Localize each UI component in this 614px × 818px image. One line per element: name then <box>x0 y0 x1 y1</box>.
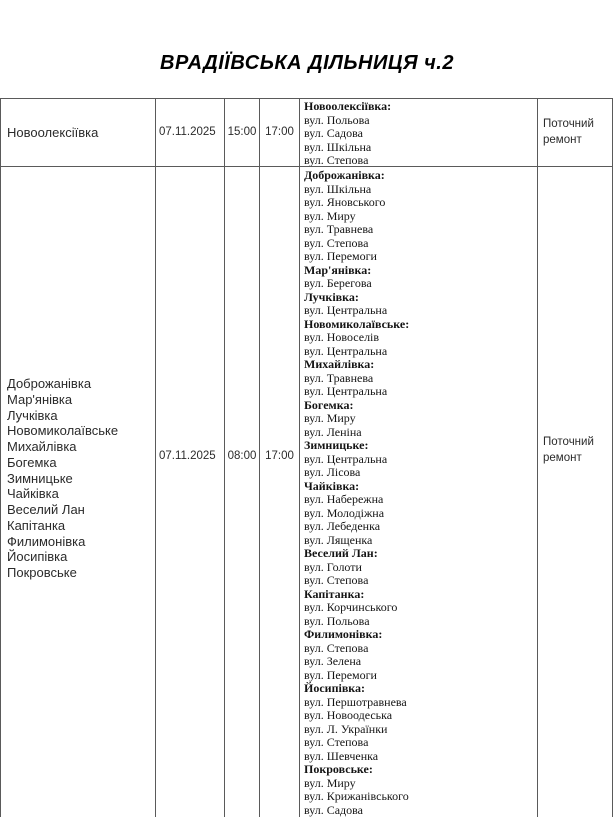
streets-cell <box>300 167 538 817</box>
settlement-name: Капітанка <box>7 517 66 533</box>
settlement-name: Лучківка <box>7 407 58 423</box>
settlements-cell <box>1 99 156 166</box>
settlements-cell <box>1 167 156 817</box>
street-name: вул. Травнева <box>304 222 374 236</box>
street-name: вул. Голоти <box>304 559 362 574</box>
outage-schedule-table <box>0 98 613 817</box>
end-time-cell <box>260 167 300 817</box>
start-time-cell <box>225 99 260 166</box>
settlement-list <box>7 376 118 581</box>
street-name: вул. Яновського <box>304 195 386 209</box>
settlement-name: Покровське <box>7 565 77 580</box>
settlement-name: Веселий Лан <box>7 502 85 517</box>
settlement-name: Новомиколаївське <box>7 423 119 439</box>
start-time-cell <box>225 167 260 817</box>
street-group-settlement: Покровське: <box>304 762 373 776</box>
street-group-settlement: Богемка: <box>304 397 354 412</box>
street-name: вул. Лісова <box>304 465 361 479</box>
street-group-settlement: Чайківка: <box>304 478 360 493</box>
street-name: вул. Шкільна <box>304 139 372 154</box>
date-cell <box>156 99 225 166</box>
street-name: вул. Миру <box>304 208 356 223</box>
settlement-name: Богемка <box>7 454 57 470</box>
date-value: 07.11.2025 <box>159 126 216 138</box>
settlement-name: Зимницьке <box>7 470 73 486</box>
street-name: вул. Перемоги <box>304 249 377 263</box>
start-time-value: 08:00 <box>227 450 257 462</box>
street-group-settlement: Веселий Лан: <box>304 546 378 560</box>
end-time-value: 17:00 <box>265 126 294 138</box>
street-group-settlement: Новомиколаївське: <box>304 316 410 331</box>
street-name: вул. Першотравнева <box>304 694 407 709</box>
settlement-name: Михайлівка <box>7 439 77 454</box>
settlement-list <box>7 125 98 141</box>
street-name: вул. Степова <box>304 153 369 166</box>
streets-cell <box>300 99 538 166</box>
street-name: вул. Центральна <box>304 384 388 398</box>
street-group-settlement: Мар'янівка: <box>304 262 372 277</box>
settlement-name: Новоолексіївка <box>7 124 99 140</box>
street-name: вул. Зелена <box>304 654 362 668</box>
street-name: вул. Степова <box>304 573 369 587</box>
date-cell <box>156 167 225 817</box>
table-row <box>1 99 613 167</box>
street-name: вул. Крижанівського <box>304 789 409 803</box>
street-name: вул. Садова <box>304 126 363 140</box>
street-group-settlement: Зимницьке: <box>304 438 369 452</box>
street-name: вул. Степова <box>304 235 369 250</box>
work-type-value: Поточний ремонт <box>543 118 594 146</box>
street-group-settlement: Новоолексіївка: <box>304 99 392 113</box>
street-name: вул. Шкільна <box>304 181 372 196</box>
street-name: вул. Травнева <box>304 370 374 385</box>
end-time-value: 17:00 <box>265 450 294 462</box>
street-name: вул. Польова <box>304 613 370 628</box>
street-name: вул. Л. Українки <box>304 721 388 736</box>
settlement-name: Мар'янівка <box>7 391 73 407</box>
street-name: вул. Центральна <box>304 343 388 358</box>
street-name: вул. Степова <box>304 640 369 655</box>
street-name: вул. Центральна <box>304 451 388 466</box>
street-name: вул. Новоселів <box>304 330 380 344</box>
street-name: вул. Новоодеська <box>304 708 393 722</box>
street-name: вул. Лященка <box>304 532 373 547</box>
start-time-value: 15:00 <box>227 126 257 138</box>
settlement-name: Филимонівка <box>7 533 86 549</box>
street-name: вул. Молодіжна <box>304 505 385 520</box>
street-group-settlement: Капітанка: <box>304 586 365 601</box>
street-name: вул. Садова <box>304 802 363 817</box>
street-name: вул. Набережна <box>304 492 384 506</box>
end-time-cell <box>260 99 300 166</box>
street-name: вул. Перемоги <box>304 667 377 682</box>
street-name: вул. Леніна <box>304 424 362 439</box>
work-type-cell <box>538 167 613 817</box>
page-title: ВРАДІЇВСЬКА ДІЛЬНИЦЯ ч.2 <box>160 52 454 74</box>
work-type-cell <box>538 99 613 166</box>
table-row <box>1 167 613 817</box>
street-name: вул. Польова <box>304 112 370 127</box>
street-name: вул. Лебеденка <box>304 519 381 533</box>
street-group-settlement: Филимонівка: <box>304 627 383 641</box>
street-group-settlement: Лучківка: <box>304 289 359 304</box>
street-group-settlement: Михайлівка: <box>304 357 375 371</box>
street-group-settlement: Йосипівка: <box>304 681 366 695</box>
street-name: вул. Берегова <box>304 276 372 290</box>
street-name: вул. Центральна <box>304 303 388 317</box>
street-name: вул. Миру <box>304 411 356 425</box>
street-name: вул. Миру <box>304 775 356 790</box>
street-name: вул. Корчинського <box>304 600 398 614</box>
street-name: вул. Степова <box>304 735 369 749</box>
date-value: 07.11.2025 <box>159 450 216 462</box>
settlement-name: Доброжанівка <box>7 376 92 391</box>
settlement-name: Чайківка <box>7 486 59 502</box>
street-group-settlement: Доброжанівка: <box>304 168 385 182</box>
work-type-value: Поточний ремонт <box>543 436 594 464</box>
settlement-name: Йосипівка <box>7 549 68 565</box>
street-name: вул. Шевченка <box>304 748 379 763</box>
